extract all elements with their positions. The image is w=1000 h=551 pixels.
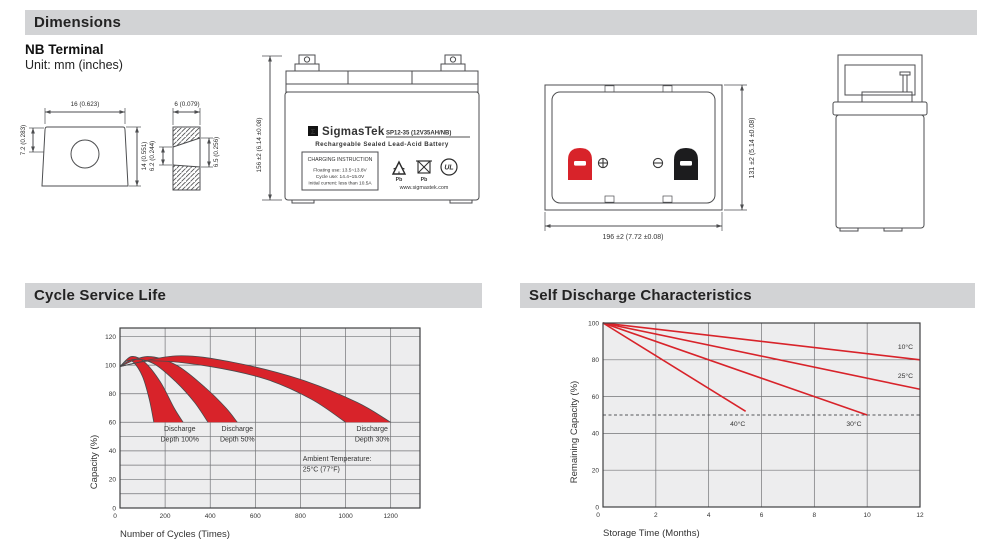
dimension-arrow bbox=[161, 147, 165, 153]
self-discharge-header: Self Discharge Characteristics bbox=[520, 283, 975, 308]
y-tick-label: 40 bbox=[108, 448, 116, 456]
y-tick-label: 120 bbox=[105, 333, 116, 341]
side-inner-gap-dimension bbox=[149, 141, 172, 171]
charging-line-3: Initial current: less than 10.5A bbox=[308, 181, 372, 187]
y-tick-label: 100 bbox=[105, 362, 116, 370]
y-tick-label: 100 bbox=[588, 320, 599, 328]
positive-terminal bbox=[568, 148, 592, 180]
series-label: 10°C bbox=[897, 343, 914, 351]
dimension-arrow bbox=[195, 110, 201, 114]
terminal-height-dimension bbox=[126, 127, 148, 186]
series-label: 25°C bbox=[897, 373, 914, 381]
terminal-width-label: 16 (0.623) bbox=[70, 101, 100, 108]
dimension-arrow bbox=[268, 56, 272, 62]
x-tick-label: 0 bbox=[596, 512, 600, 519]
battery-lid bbox=[286, 71, 478, 92]
dimension-arrow bbox=[120, 110, 126, 114]
y-tick-label: 0 bbox=[595, 504, 599, 512]
y-tick-label: 60 bbox=[591, 393, 599, 401]
dimensions-section-header: Dimensions bbox=[25, 10, 977, 35]
x-axis-label: Storage Time (Months) bbox=[603, 528, 700, 539]
dimension-arrow bbox=[268, 195, 272, 201]
terminal-front-drawing bbox=[20, 92, 170, 212]
y-tick-label: 60 bbox=[108, 419, 116, 427]
y-tick-label: 80 bbox=[591, 357, 599, 365]
side-width-label: 6 (0.079) bbox=[174, 101, 200, 108]
x-tick-label: 0 bbox=[113, 513, 117, 520]
dimension-arrow bbox=[161, 160, 165, 166]
x-tick-label: 1000 bbox=[338, 513, 353, 520]
side-width-dimension bbox=[173, 101, 200, 125]
cycle-service-life-header: Cycle Service Life bbox=[25, 283, 482, 308]
self-discharge-chart bbox=[565, 317, 955, 545]
terminal-width-dimension bbox=[45, 101, 125, 124]
x-tick-label: 200 bbox=[159, 513, 171, 520]
terminal-posts bbox=[295, 55, 465, 71]
x-tick-label: 12 bbox=[916, 512, 924, 519]
dimension-arrow bbox=[173, 110, 179, 114]
series-label: 30°C bbox=[846, 421, 862, 429]
negative-terminal bbox=[674, 148, 698, 180]
series-label: 40°C bbox=[730, 421, 746, 429]
front-height-label: 156 ±2 (6.14 ±0.08) bbox=[256, 117, 263, 173]
terminal-upper-height-label: 7.2 (0.283) bbox=[20, 124, 27, 156]
x-tick-label: 6 bbox=[759, 512, 764, 519]
y-tick-label: 80 bbox=[108, 391, 116, 399]
ul-icon bbox=[441, 159, 457, 175]
cycle-service-life-chart bbox=[85, 322, 430, 547]
annotation: Discharge Depth 100% bbox=[160, 425, 200, 444]
terminal-upper-height-dimension bbox=[20, 125, 44, 155]
nb-terminal-subtitle: NB Terminal bbox=[25, 42, 104, 57]
x-tick-label: 10 bbox=[863, 512, 871, 519]
dimension-arrow bbox=[45, 110, 51, 114]
positive-polarity-icon bbox=[598, 158, 607, 167]
charging-line-1: Floating use: 13.5~13.8V bbox=[313, 168, 367, 174]
dimension-arrow bbox=[717, 224, 723, 228]
terminal-side-drawing bbox=[150, 92, 235, 212]
unit-note: Unit: mm (inches) bbox=[25, 58, 123, 72]
annotation: Discharge Depth 30% bbox=[354, 425, 390, 444]
battery-type-line: Rechargeable Sealed Lead-Acid Battery bbox=[315, 141, 449, 148]
top-width-dimension bbox=[545, 212, 722, 241]
side-inner-gap-label: 6.2 (0.244) bbox=[149, 140, 156, 172]
x-tick-label: 4 bbox=[706, 512, 711, 519]
brand-name: SigmasTek bbox=[322, 126, 385, 138]
x-tick-label: 400 bbox=[204, 513, 216, 520]
y-tick-label: 0 bbox=[112, 505, 116, 513]
battery-label bbox=[302, 126, 470, 191]
website-text: www.sigmastek.com bbox=[399, 185, 449, 191]
x-tick-label: 2 bbox=[654, 512, 658, 519]
y-tick-label: 20 bbox=[108, 476, 116, 484]
dimension-arrow bbox=[545, 224, 551, 228]
charging-line-2: Cycle use: 14.4~15.0V bbox=[315, 175, 365, 180]
battery-front-view bbox=[252, 48, 487, 213]
height-dimension bbox=[256, 56, 282, 200]
pb-bin-icon bbox=[416, 161, 432, 183]
battery-side-view bbox=[818, 48, 948, 243]
x-tick-label: 8 bbox=[812, 512, 817, 519]
dimension-arrow bbox=[207, 138, 211, 144]
dimension-arrow bbox=[207, 162, 211, 168]
side-outer-gap-dimension bbox=[201, 137, 220, 167]
recycle-pb-icon bbox=[393, 162, 405, 183]
x-tick-label: 1200 bbox=[383, 513, 398, 520]
top-width-label: 196 ±2 (7.72 ±0.08) bbox=[602, 234, 664, 241]
svg-text:UL: UL bbox=[444, 164, 454, 172]
dimension-arrow bbox=[740, 205, 744, 211]
top-height-dimension bbox=[724, 85, 756, 210]
dimension-arrow bbox=[135, 181, 139, 187]
dimension-arrow bbox=[31, 147, 35, 153]
dimension-arrow bbox=[31, 128, 35, 134]
battery-top-view bbox=[530, 78, 765, 248]
charging-title: CHARGING INSTRUCTION bbox=[307, 157, 373, 163]
x-axis-label: Number of Cycles (Times) bbox=[120, 529, 230, 540]
side-outer-gap-label: 6.5 (0.256) bbox=[213, 136, 220, 168]
y-tick-label: 40 bbox=[591, 430, 599, 438]
y-axis-label: Capacity (%) bbox=[89, 434, 100, 490]
x-tick-label: 800 bbox=[295, 513, 306, 520]
logo-glyph: Σ bbox=[310, 127, 316, 136]
annotation: Discharge Depth 50% bbox=[219, 425, 255, 444]
y-tick-label: 20 bbox=[591, 467, 599, 475]
negative-polarity-icon bbox=[653, 158, 662, 167]
top-height-label: 131 ±2 (5.14 ±0.08) bbox=[749, 117, 756, 179]
model-number: SP12-35 (12V35AH/NB) bbox=[386, 130, 452, 137]
svg-text:Pb: Pb bbox=[420, 177, 428, 183]
y-axis-label: Remaining Capacity (%) bbox=[569, 380, 580, 484]
dimension-arrow bbox=[740, 85, 744, 91]
annotation: Ambient Temperature: 25°C (77°F) bbox=[302, 455, 372, 474]
dimension-arrow bbox=[135, 127, 139, 133]
svg-text:Pb: Pb bbox=[395, 177, 403, 183]
x-tick-label: 600 bbox=[249, 513, 261, 520]
terminal-height-label: 14 (0.551) bbox=[141, 141, 148, 171]
